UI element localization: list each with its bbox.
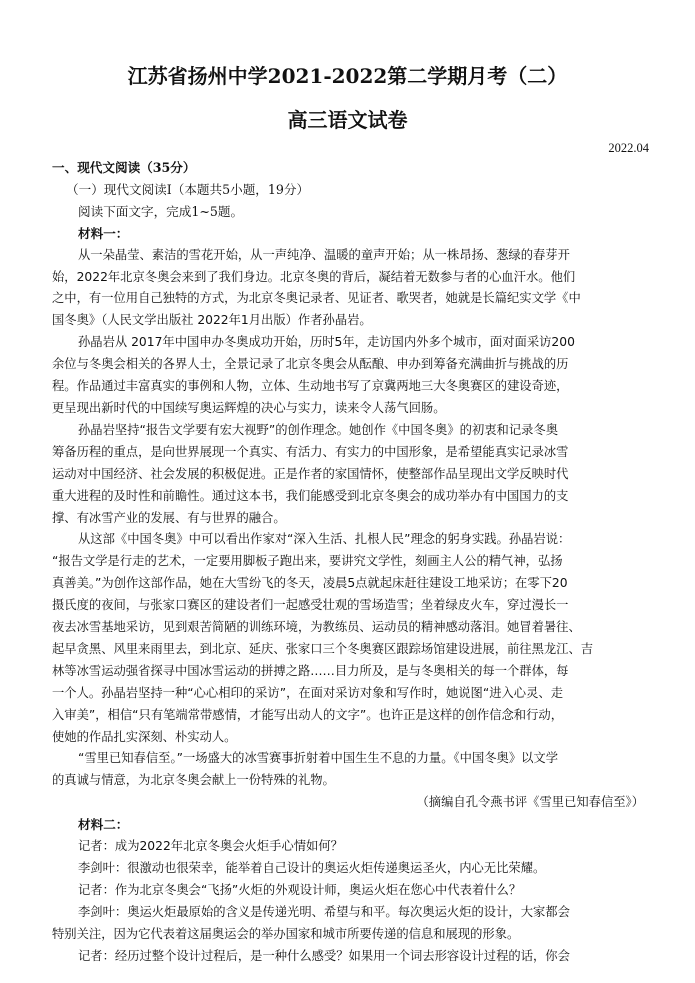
material2-line: 记者：成为2022年北京冬奥会火炬手心情如何？ xyxy=(78,839,343,854)
material2-line: 特别关注，因为它代表着这届奥运会的举办国家和城市所要传递的信息和展现的形象。 xyxy=(52,926,520,941)
exam-body xyxy=(52,157,648,968)
material1-line: 起早贪黑、风里来雨里去，到北京、延庆、张家口三个冬奥赛区跟踪场馆建设进展，前往黑龙江、吉 xyxy=(52,641,594,656)
exam-date: 2022.04 xyxy=(608,141,649,155)
material1-line: 程。作品通过丰富真实的事例和人物，立体、生动地书写了京冀两地三大冬奥赛区的建设奇迹， xyxy=(52,379,569,394)
material1-label: 材料一： xyxy=(78,225,129,241)
material1-line: “报告文学是行走的艺术，一定要用脚板子跑出来，要讲究文学性，刻画主人公的精气神，弘扬 xyxy=(52,554,563,569)
material1-line: 撑、有冰雪产业的发展、有与世界的融合。 xyxy=(52,510,286,525)
exam-title: 江苏省扬州中学2021-2022第二学期月考（二） xyxy=(127,64,568,88)
material1-line: 入审美”，相信“只有笔端常带感情，才能写出动人的文字”。也许正是这样的创作信念和行动， xyxy=(52,707,563,722)
material1-line: 一个人。孙晶岩坚持一种“心心相印的采访”，在面对采访对象和写作时，她说图“进入心灵、走 xyxy=(52,685,563,700)
material2-line: 李剑叶：奥运火炬最原始的含义是传递光明、希望与和平。每次奥运火炬的设计，大家都会 xyxy=(78,904,570,919)
material1-line: 余位与冬奥会相关的各界人士，全景记录了北京冬奥会从酝酿、申办到筹备充满曲折与挑战的历 xyxy=(52,357,569,372)
material2-label: 材料二： xyxy=(78,817,129,833)
material2-line: 记者：经历过整个设计过程后，是一种什么感受？如果用一个词去形容设计过程的话，你会 xyxy=(78,948,570,963)
exam-subtitle: 高三语文试卷 xyxy=(287,108,408,132)
material1-line: 筹备历程的重点，是向世界展现一个真实、有活力、有实力的中国形象，是希望能真实记录冰雪 xyxy=(52,444,569,459)
instruction: 阅读下面文字，完成1~5题。 xyxy=(78,203,244,219)
material2-line: 记者：作为北京冬奥会“飞扬”火炬的外观设计师，奥运火炬在您心中代表着什么？ xyxy=(78,882,522,897)
material1-line: 夜去冰雪基地采访，见到艰苦简陋的训练环境，为教练员、运动员的精神感动落泪。她冒着暑往、 xyxy=(52,620,581,635)
material1-line: 孙晶岩从 2017年中国申办冬奥成功开始，历时5年，走访国内外多个城市，面对面采访200 xyxy=(78,335,575,350)
material1-source: （摘编自孔令燕书评《雪里已知春信至》） xyxy=(416,795,644,810)
material1-line: 使她的作品扎实深刻、朴实动人。 xyxy=(52,729,237,744)
material1-line: 从一朵晶莹、素洁的雪花开始，从一声纯净、温暖的童声开始；从一株昂扬、葱绿的春芽开 xyxy=(78,247,570,262)
material1-line: 孙晶岩坚持“报告文学要有宏大视野”的创作理念。她创作《中国冬奥》的初衷和记录冬奥 xyxy=(78,422,559,437)
material1-line: 更呈现出新时代的中国续写奥运辉煌的决心与实力，读来令人荡气回肠。 xyxy=(52,400,446,415)
material1-line: 真善美。”为创作这部作品，她在大雪纷飞的冬天，凌晨5点就起床赶往建设工地采访；在零下20 xyxy=(52,576,568,591)
material1-line: 运动对中国经济、社会发展的积极促进。正是作者的家国情怀，使整部作品呈现出文学反映时代 xyxy=(52,466,569,481)
material1-line: 的真诚与情意，为北京冬奥会献上一份特殊的礼物。 xyxy=(52,773,335,788)
material1-line: 之中，有一位用自己独特的方式，为北京冬奥记录者、见证者、歌哭者，她就是长篇纪实文学《中 xyxy=(52,291,581,306)
material1-line: 始，2022年北京冬奥会来到了我们身边。北京冬奥的背后，凝结着无数参与者的心血汗水。他们 xyxy=(52,269,576,284)
part-heading: （一）现代文阅读Ⅰ（本题共5小题，19分） xyxy=(66,181,310,197)
material1-line: 林等冰雪运动强省探寻中国冰雪运动的拼搏之路……目力所及，是与冬奥相关的每一个群体，每 xyxy=(52,663,569,678)
material2-line: 李剑叶：很激动也很荣幸，能举着自己设计的奥运火炬传递奥运圣火，内心无比荣耀。 xyxy=(78,861,546,875)
material1-line: “雪里已知春信至。”一场盛大的冰雪赛事折射着中国生生不息的力量。《中国冬奥》以文学 xyxy=(78,751,559,766)
material1-line: 从这部《中国冬奥》中可以看出作家对“深入生活、扎根人民”理念的躬身实践。孙晶岩说： xyxy=(78,532,571,547)
material1-line: 重大进程的及时性和前瞻性。通过这本书，我们能感受到北京冬奥会的成功举办有中国国力的支 xyxy=(52,488,569,503)
section-heading: 一、现代文阅读（35分） xyxy=(52,160,196,175)
material1-line: 国冬奥》（人民文学出版社 2022年1月出版）作者孙晶岩。 xyxy=(52,313,372,328)
material1-line: 摄氏度的夜间，与张家口赛区的建设者们一起感受壮观的雪场造雪；坐着绿皮火车，穿过漫长一 xyxy=(52,598,569,613)
